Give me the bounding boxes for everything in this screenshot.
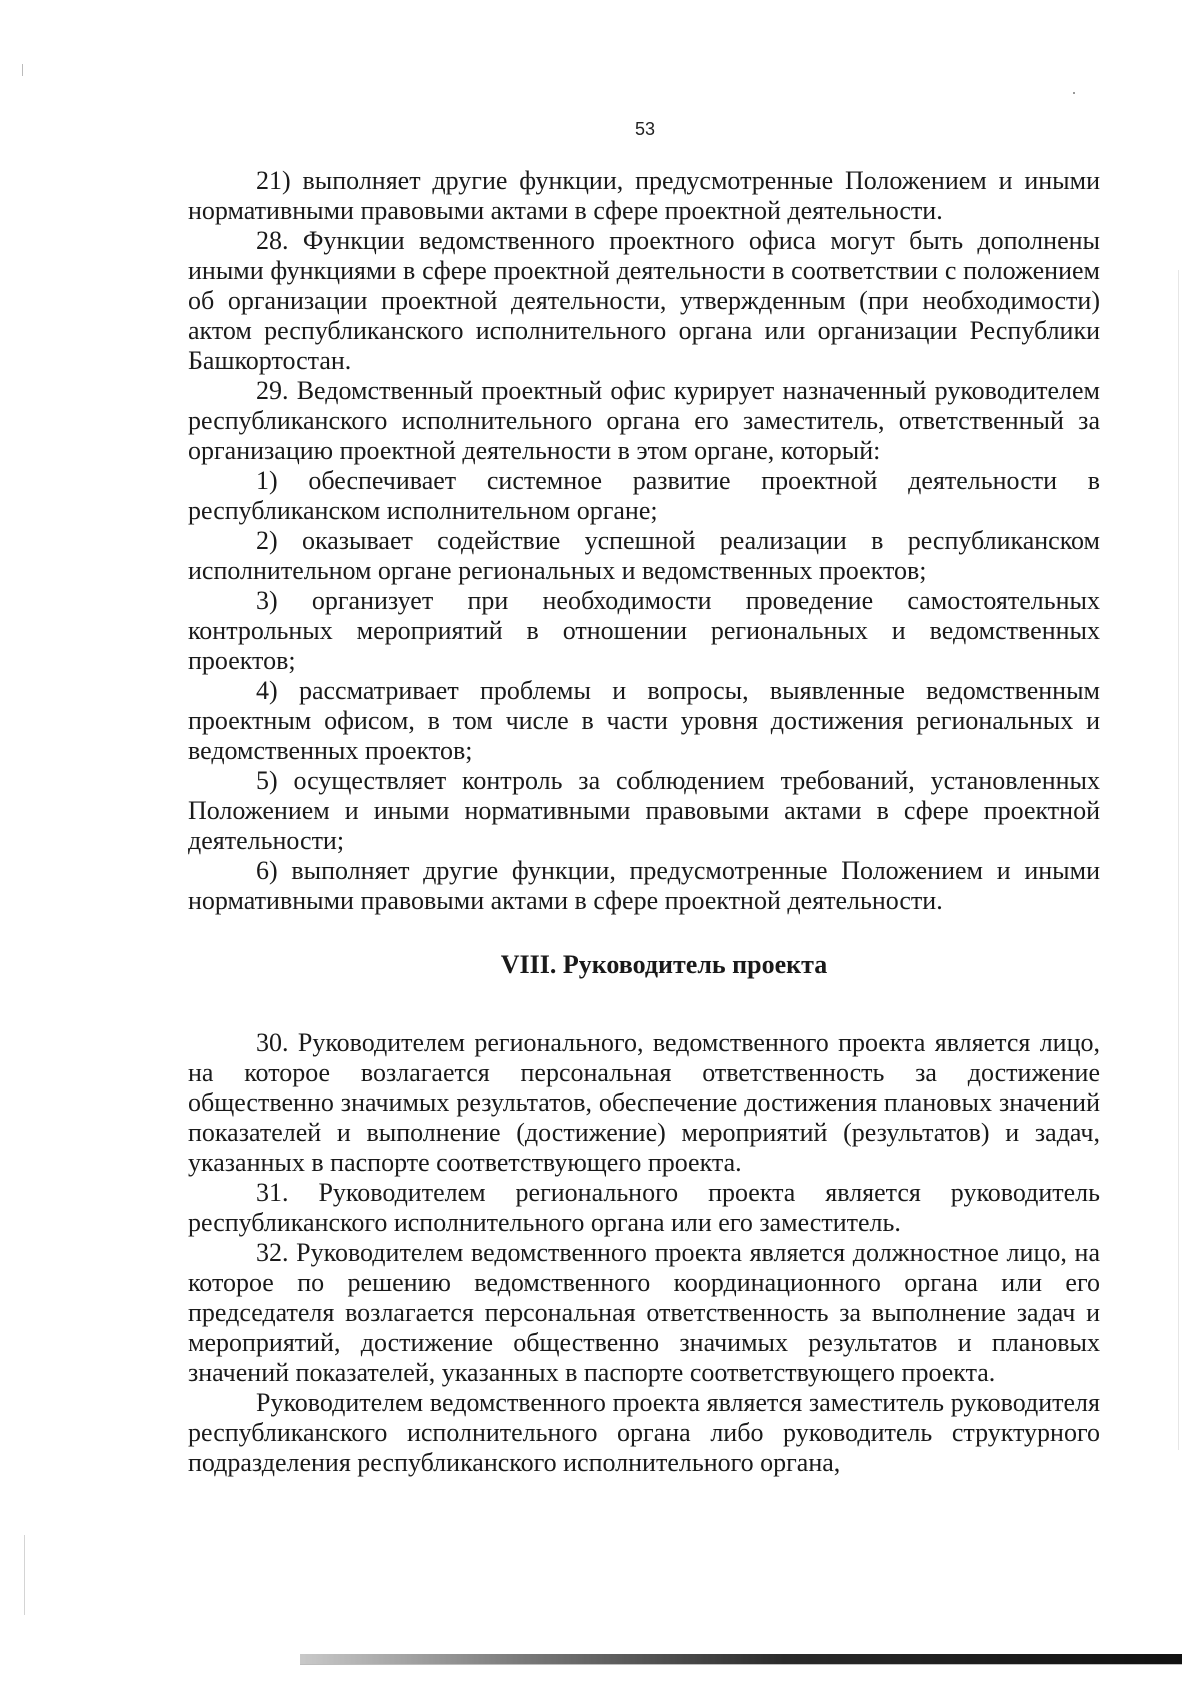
paragraph-clause-29: 29. Ведомственный проектный офис курирует назначенный руководителем республиканского исполнительного органа его заместитель, ответственный за организацию проектной деятельности в этом органе, который: [188, 376, 1100, 465]
scan-mark [24, 1535, 25, 1615]
document-body [188, 166, 1100, 1478]
list-item-2: 2) оказывает содействие успешной реализации в республиканском исполнительном органе региональных и ведомственных проектов; [188, 526, 1100, 585]
paragraph-clause-30: 30. Руководителем регионального, ведомственного проекта является лицо, на которое возлагается персональная ответственность за достижение общественно значимых результатов, обеспечение достижения плановых значений показателей и выполнение (достижение) мероприятий (результатов) и задач, указанных в паспорте соответствующего проекта. [188, 1028, 1100, 1177]
page-number: 53 [634, 119, 656, 139]
scan-mark [1073, 92, 1075, 94]
paragraph-clause-28: 28. Функции ведомственного проектного офиса могут быть дополнены иными функциями в сфере проектной деятельности в соответствии с положением об организации проектной деятельности, утвержденным (при необходимости) актом республиканского исполнительного органа или организации Республики Башкортостан. [188, 226, 1100, 375]
scan-edge-shadow [300, 1654, 1182, 1664]
paragraph-item-21: 21) выполняет другие функции, предусмотренные Положением и иными нормативными правовыми актами в сфере проектной деятельности. [188, 166, 1100, 225]
scan-edge-line [300, 1664, 1182, 1665]
list-item-6: 6) выполняет другие функции, предусмотренные Положением и иными нормативными правовыми актами в сфере проектной деятельности. [188, 856, 1100, 915]
scan-mark [22, 64, 23, 76]
list-item-1: 1) обеспечивает системное развитие проектной деятельности в республиканском исполнительном органе; [188, 466, 1100, 525]
scan-mark [1178, 270, 1179, 1450]
section-heading: VIII. Руководитель проекта [500, 950, 828, 979]
list-item-3: 3) организует при необходимости проведение самостоятельных контрольных мероприятий в отношении региональных и ведомственных проектов; [188, 586, 1100, 675]
list-item-5: 5) осуществляет контроль за соблюдением требований, установленных Положением и иными нормативными правовыми актами в сфере проектной деятельности; [188, 766, 1100, 855]
list-item-4: 4) рассматривает проблемы и вопросы, выявленные ведомственным проектным офисом, в том числе в части уровня достижения региональных и ведомственных проектов; [188, 676, 1100, 765]
paragraph-clause-31: 31. Руководителем регионального проекта является руководитель республиканского исполнительного органа или его заместитель. [188, 1178, 1100, 1237]
paragraph-continuation: Руководителем ведомственного проекта является заместитель руководителя республиканского исполнительного органа либо руководитель структурного подразделения республиканского исполнительного органа, [188, 1388, 1100, 1477]
paragraph-clause-32: 32. Руководителем ведомственного проекта является должностное лицо, на которое по решению ведомственного координационного органа или его председателя возлагается персональная ответственность за выполнение задач и мероприятий, достижение общественно значимых результатов и плановых значений показателей, указанных в паспорте соответствующего проекта. [188, 1238, 1100, 1387]
